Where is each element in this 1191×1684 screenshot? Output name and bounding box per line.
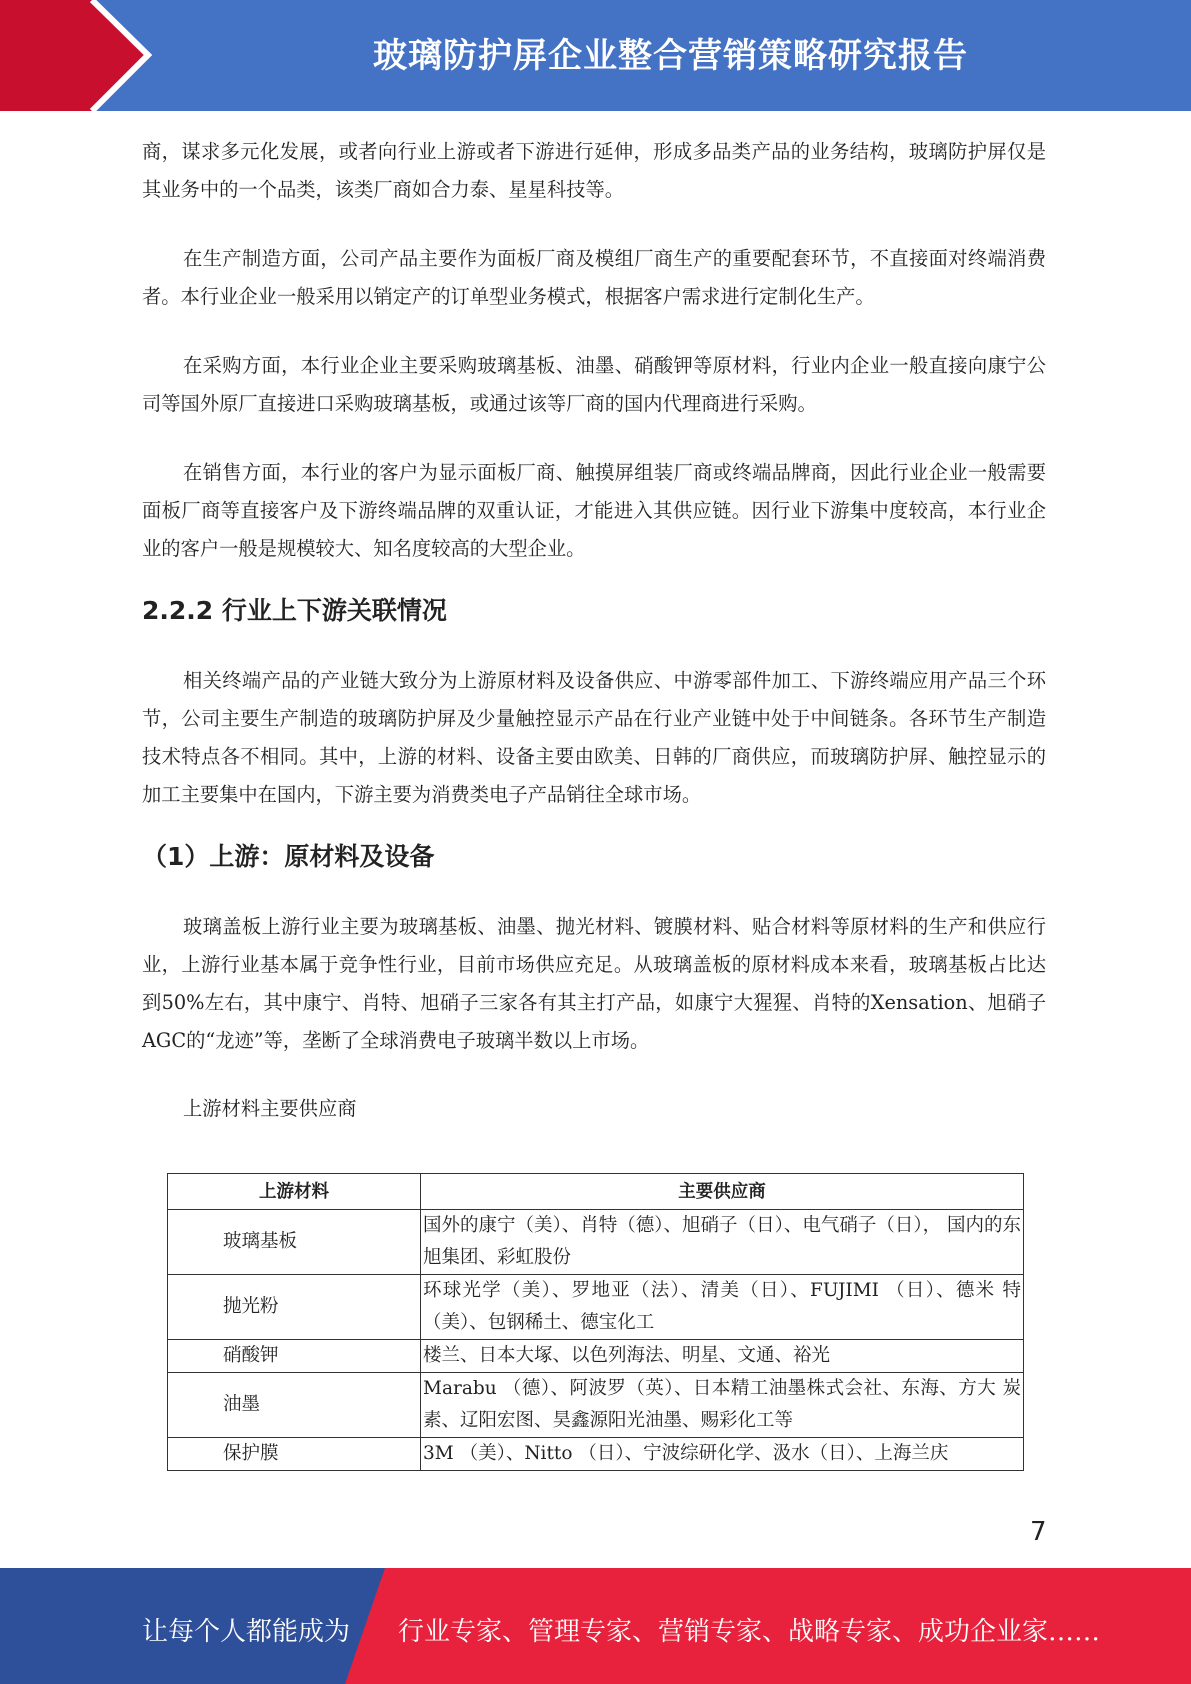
table-row bbox=[168, 1340, 1024, 1373]
paragraph-sales: 在销售方面，本行业的客户为显示面板厂商、触摸屏组装厂商或终端品牌商，因此行业企业一般需要面板厂商等直接客户及下游终端品牌的双重认证，才能进入其供应链。因行业下游集中度较高，本行业企业的客户一般是规模较大、知名度较高的大型企业。 bbox=[142, 461, 1046, 560]
material-cell: 保护膜 bbox=[168, 1438, 421, 1471]
paragraph-procurement: 在采购方面，本行业企业主要采购玻璃基板、油墨、硝酸钾等原材料，行业内企业一般直接向康宁公司等国外原厂直接进口采购玻璃基板，或通过该等厂商的国内代理商进行采购。 bbox=[142, 354, 1046, 415]
table-header-row bbox=[168, 1174, 1024, 1210]
material-cell: 硝酸钾 bbox=[168, 1340, 421, 1373]
material-cell: 油墨 bbox=[168, 1373, 421, 1438]
table-row bbox=[168, 1373, 1024, 1438]
table-row bbox=[168, 1210, 1024, 1275]
page-footer bbox=[0, 1568, 1191, 1684]
column-header-material: 上游材料 bbox=[168, 1174, 421, 1210]
main-content bbox=[142, 133, 1046, 1128]
paragraph-industry-chain: 相关终端产品的产业链大致分为上游原材料及设备供应、中游零部件加工、下游终端应用产品三个环节，公司主要生产制造的玻璃防护屏及少量触控显示产品在行业产业链中处于中间链条。各环节生产制造技术特点各不相同。其中，上游的材料、设备主要由欧美、日韩的厂商供应，而玻璃防护屏、触控显示的加工主要集中在国内，下游主要为消费类电子产品销往全球市场。 bbox=[142, 669, 1046, 806]
header-title: 玻璃防护屏企业整合营销策略研究报告 bbox=[373, 36, 968, 76]
suppliers-cell: 环球光学（美）、罗地亚（法）、清美（日）、FUJIMI （日）、德米 特（美）、包钢稀土、德宝化工 bbox=[421, 1275, 1024, 1340]
section-heading-2-2-2: 2.2.2 行业上下游关联情况 bbox=[142, 596, 447, 625]
footer-slogan-right: 行业专家、管理专家、营销专家、战略专家、成功企业家…… bbox=[398, 1617, 1101, 1647]
paragraph-production: 在生产制造方面，公司产品主要作为面板厂商及模组厂商生产的重要配套环节，不直接面对终端消费者。本行业企业一般采用以销定产的订单型业务模式，根据客户需求进行定制化生产。 bbox=[142, 247, 1046, 308]
paragraph-upstream: 玻璃盖板上游行业主要为玻璃基板、油墨、抛光材料、镀膜材料、贴合材料等原材料的生产和供应行业，上游行业基本属于竞争性行业，目前市场供应充足。从玻璃盖板的原材料成本来看，玻璃基板占比达到50%左右，其中康宁、肖特、旭硝子三家各有其主打产品，如康宁大猩猩、肖特的Xensation、旭硝子AGC的“龙迹”等，垄断了全球消费电子玻璃半数以上市场。 bbox=[142, 915, 1046, 1052]
column-header-suppliers: 主要供应商 bbox=[421, 1174, 1024, 1210]
table-caption: 上游材料主要供应商 bbox=[183, 1097, 357, 1120]
paragraph-continued: 商，谋求多元化发展，或者向行业上游或者下游进行延伸，形成多品类产品的业务结构，玻璃防护屏仅是其业务中的一个品类，该类厂商如合力泰、星星科技等。 bbox=[142, 140, 1046, 201]
table-row bbox=[168, 1438, 1024, 1471]
suppliers-cell: 国外的康宁（美）、肖特（德）、旭硝子（日）、电气硝子（日）， 国内的东旭集团、彩虹股份 bbox=[421, 1210, 1024, 1275]
section-heading-upstream: （1）上游：原材料及设备 bbox=[142, 842, 435, 871]
suppliers-cell: 3M （美）、Nitto （日）、宁波综研化学、汲水（日）、上海兰庆 bbox=[421, 1438, 1024, 1471]
footer-slogan-left: 让每个人都能成为 bbox=[142, 1617, 351, 1647]
suppliers-cell: 楼兰、日本大塚、以色列海法、明星、文通、裕光 bbox=[421, 1340, 1024, 1373]
material-cell: 玻璃基板 bbox=[168, 1210, 421, 1275]
supplier-table bbox=[167, 1173, 1024, 1471]
suppliers-cell: Marabu （德）、阿波罗（英）、日本精工油墨株式会社、东海、方大 炭素、辽阳宏图、昊鑫源阳光油墨、赐彩化工等 bbox=[421, 1373, 1024, 1438]
page-header bbox=[0, 0, 1191, 111]
page-number: 7 bbox=[1030, 1517, 1047, 1547]
table-row bbox=[168, 1275, 1024, 1340]
material-cell: 抛光粉 bbox=[168, 1275, 421, 1340]
header-arrow-decoration bbox=[0, 0, 160, 111]
